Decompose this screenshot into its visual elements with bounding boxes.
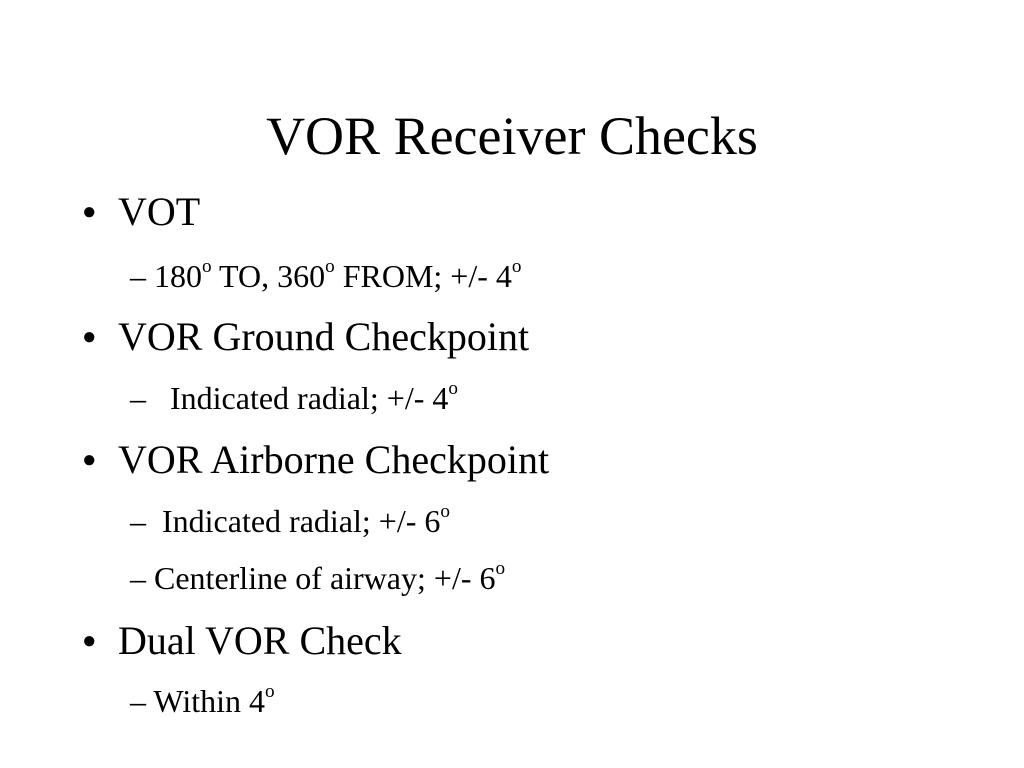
sub-item-vot-tolerance (130, 256, 521, 296)
sub-item-airborne-radial (130, 501, 450, 541)
degree-superscript: o (202, 256, 212, 278)
slide-title: VOR Receiver Checks (266, 106, 758, 166)
bullet-text: VOR Airborne Checkpoint (118, 437, 550, 482)
degree-superscript: o (448, 378, 458, 400)
bullet-item-vot (82, 188, 201, 236)
bullet-item-airborne-checkpoint (82, 436, 550, 484)
sub-text-part: FROM; +/- 4 (334, 258, 512, 294)
sub-text-part: – Centerline of airway; +/- 6 (130, 560, 496, 596)
bullet-icon: ● (82, 324, 97, 350)
sub-text-part: – 180 (130, 258, 202, 294)
sub-item-airborne-centerline (130, 558, 505, 598)
sub-text-part: – Indicated radial; +/- 6 (130, 503, 441, 539)
bullet-text: VOR Ground Checkpoint (118, 314, 530, 359)
bullet-text: Dual VOR Check (118, 618, 402, 663)
bullet-icon: ● (82, 628, 97, 654)
degree-superscript: o (440, 501, 450, 523)
bullet-icon: ● (82, 199, 97, 225)
sub-item-dual-tolerance (130, 681, 275, 721)
sub-text-part: – Within 4 (130, 683, 266, 719)
bullet-item-ground-checkpoint (82, 313, 530, 361)
bullet-item-dual-vor-check (82, 617, 402, 665)
degree-superscript: o (495, 558, 506, 580)
bullet-icon: ● (82, 447, 97, 473)
degree-superscript: o (325, 256, 335, 278)
sub-text-part: TO, 360 (211, 258, 326, 294)
degree-superscript: o (265, 681, 275, 703)
sub-item-ground-tolerance (130, 378, 458, 418)
degree-superscript: o (511, 256, 522, 278)
bullet-text: VOT (118, 189, 201, 234)
sub-text-part: – Indicated radial; +/- 4 (130, 380, 449, 416)
